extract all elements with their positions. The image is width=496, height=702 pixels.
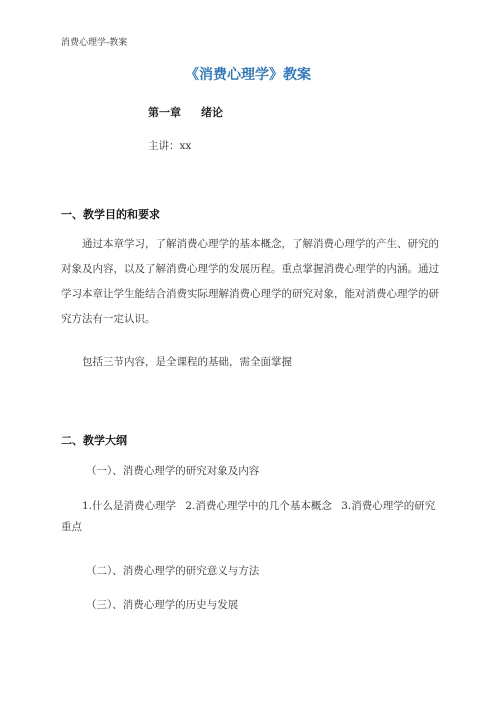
subtopic-1: 1.什么是消费心理学 [82,500,177,512]
subtopic-2: 2.消费心理学中的几个基本概念 [185,500,332,512]
chapter-label: 第一章 [148,106,181,119]
outline-item-1: （一）、消费心理学的研究对象及内容 [86,465,260,477]
outline-item-2: （二）、消费心理学的研究意义与方法 [86,565,260,577]
objectives-paragraph: 通过本章学习，了解消费心理学的基本概念，了解消费心理学的产生、研究的对象及内容，以及了解消费心理学的发展历程。重点掌握消费心理学的内涵。通过学习本章让学生能结合消费实际理解消费心理学的研究对象，能对消费心理学的研究方法有一定认识。 [61,238,439,325]
running-header: 消费心理学-教案 [61,38,128,48]
scope-paragraph: 包括三节内容，是全课程的基础，需全面掌握 [82,356,292,368]
section-heading-objectives: 一、教学目的和要求 [61,208,160,221]
speaker-line: 主讲：xx [148,140,192,152]
chapter-heading [148,104,223,120]
subtopics-list [61,496,441,538]
outline-item-3: （三）、消费心理学的历史与发展 [86,599,239,611]
section-heading-outline: 二、教学大纲 [61,434,127,447]
subtopic-3: 3.消费心理学的研究重点 [61,500,436,533]
document-title: 《消费心理学》教案 [185,67,311,83]
chapter-name: 绪论 [201,106,223,119]
